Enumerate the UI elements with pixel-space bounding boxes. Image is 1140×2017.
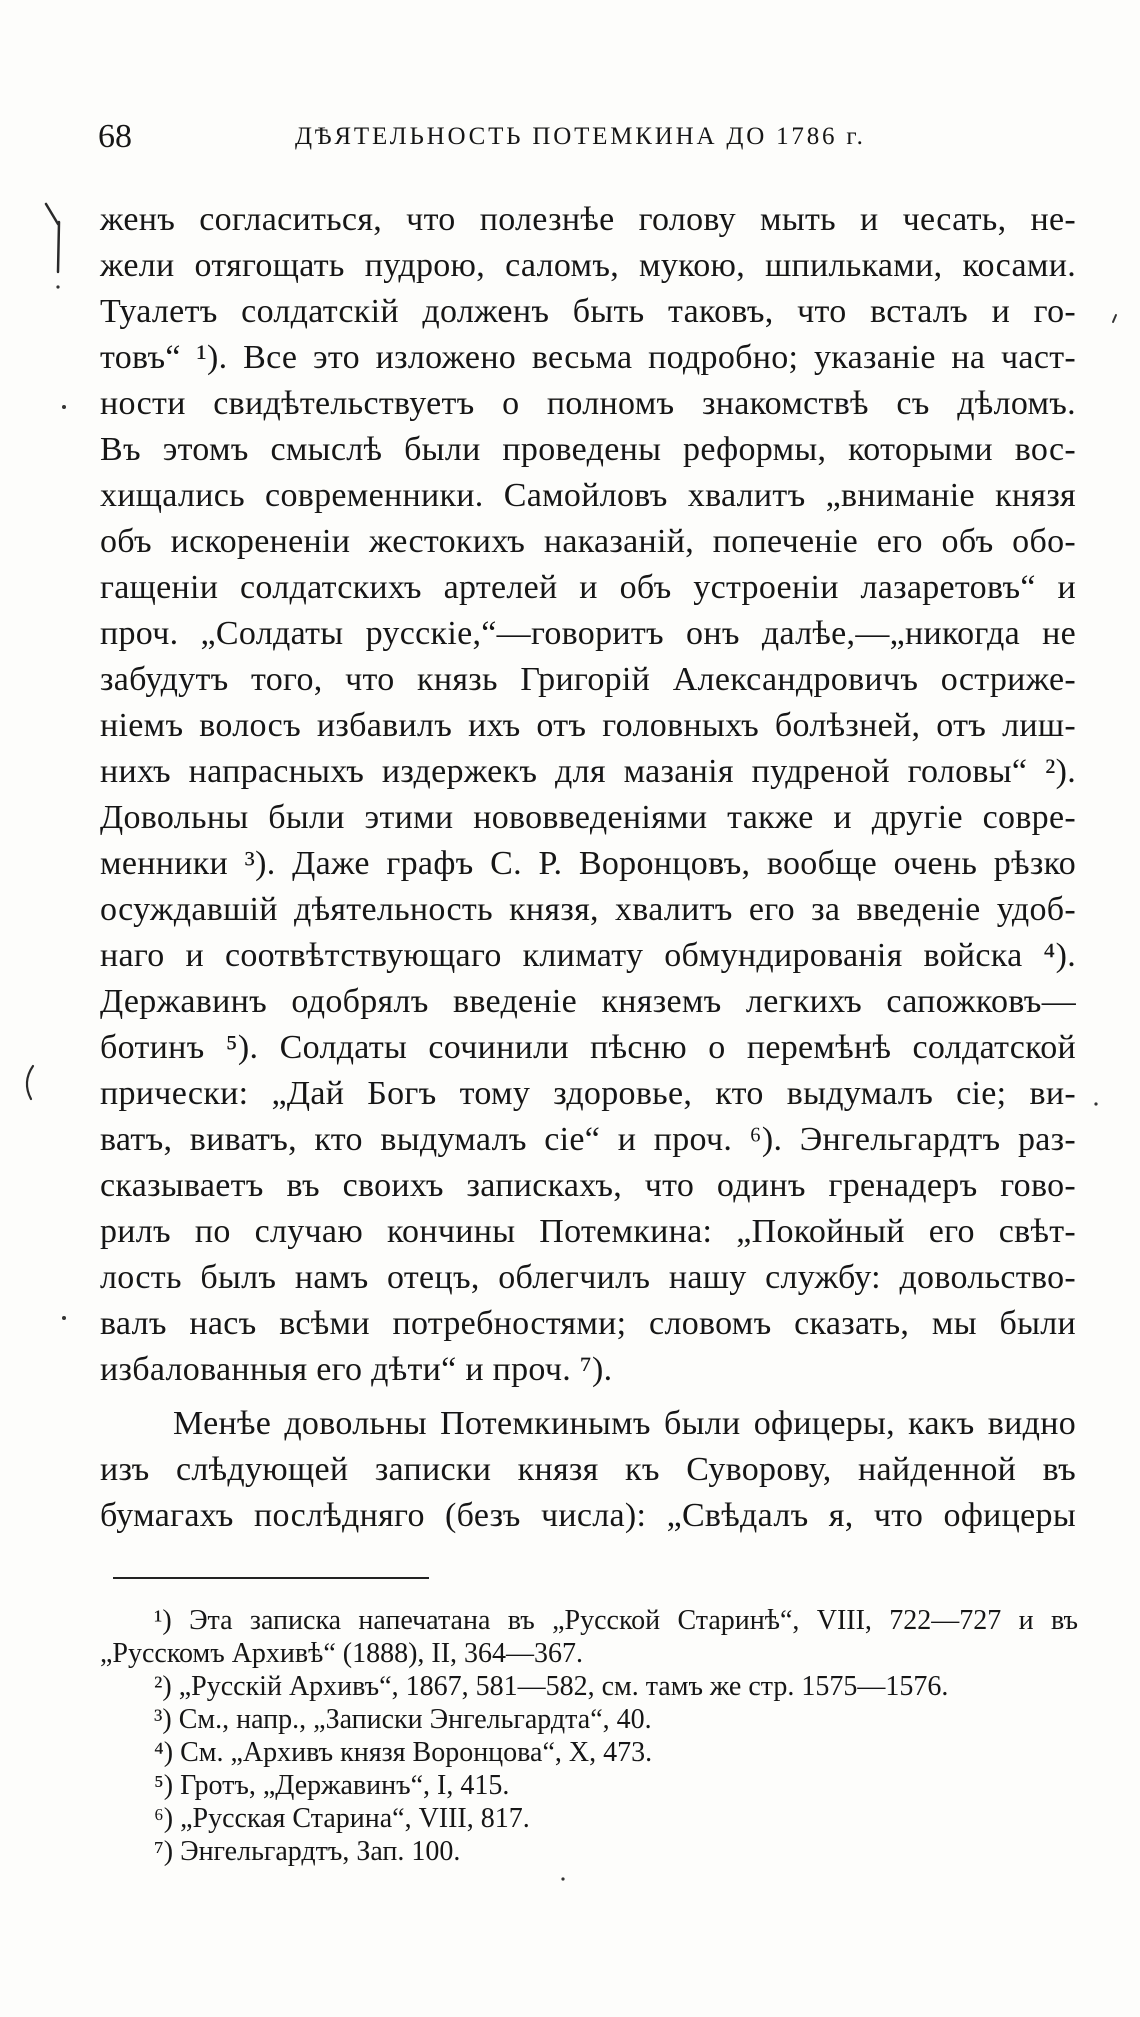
paragraph xyxy=(100,1401,1076,1539)
body-text-line: лость былъ намъ отецъ, облегчилъ нашу службу: довольство- xyxy=(100,1259,1076,1296)
body-text-line: ватъ, виватъ, кто выдумалъ сіе“ и проч. ⁶). Энгельгардтъ раз- xyxy=(100,1121,1076,1158)
body-text-line: хищались современники. Самойловъ хвалитъ „вниманіе князя xyxy=(100,477,1076,514)
body-text-line: проч. „Солдаты русскіе,“—говоритъ онъ далѣе,—„никогда не xyxy=(100,615,1076,652)
footnote-line: ⁴) См. „Архивъ князя Воронцова“, X, 473. xyxy=(154,1737,653,1768)
body-text-line: изъ слѣдующей записки князя къ Суворову, найденной въ xyxy=(100,1451,1076,1488)
footnote-line: ⁵) Гротъ, „Державинъ“, I, 415. xyxy=(154,1770,510,1801)
body-text-line: Въ этомъ смыслѣ были проведены реформы, которыми вос- xyxy=(100,431,1076,468)
body-text-line: прически: „Дай Богъ тому здоровье, кто выдумалъ сіе; ви- xyxy=(100,1075,1076,1112)
body-text-line: объ искорененіи жестокихъ наказаній, попеченіе его объ обо- xyxy=(100,523,1076,560)
body-text-line: ности свидѣтельствуетъ о полномъ знакомствѣ съ дѣломъ. xyxy=(100,385,1076,422)
footnote xyxy=(100,1736,1078,1769)
body-text-line: Державинъ одобрялъ введеніе княземъ легкихъ сапожковъ— xyxy=(100,983,1076,1020)
scan-speck xyxy=(1094,1102,1097,1105)
footnote xyxy=(100,1604,1078,1670)
scan-speck xyxy=(56,285,59,288)
running-title: ДѢЯТЕЛЬНОСТЬ ПОТЕМКИНА ДО 1786 г. xyxy=(295,123,866,150)
paragraph xyxy=(100,197,1076,1393)
margin-pencil-mark xyxy=(58,222,59,272)
scan-speck xyxy=(1113,315,1116,322)
scan-speck xyxy=(62,405,66,409)
body-text-line: Довольны были этими нововведеніями также и другіе совре- xyxy=(100,799,1076,836)
body-text-line: гащеніи солдатскихъ артелей и объ устроеніи лазаретовъ“ и xyxy=(100,569,1076,606)
body-text-line: осуждавшій дѣятельность князя, хвалитъ его за введеніе удоб- xyxy=(100,891,1076,928)
body-text-line: жели отягощать пудрою, саломъ, мукою, шпильками, косами. xyxy=(100,247,1076,284)
footnote xyxy=(100,1769,1078,1802)
body-text-line: избалованныя его дѣти“ и проч. ⁷). xyxy=(100,1351,613,1388)
footnotes xyxy=(100,1604,1078,1868)
footnote-line: ⁷) Энгельгардтъ, Зап. 100. xyxy=(154,1836,461,1867)
footnote xyxy=(100,1802,1078,1835)
footnote-line: ⁶) „Русская Старина“, VIII, 817. xyxy=(154,1803,530,1834)
scan-speck xyxy=(62,1316,66,1320)
body-text-line: товъ“ ¹). Все это изложено весьма подробно; указаніе на част- xyxy=(100,339,1076,376)
footnote xyxy=(100,1835,1078,1868)
margin-pencil-mark xyxy=(27,1066,33,1099)
footnote xyxy=(100,1670,1078,1703)
footnote-line: „Русскомъ Архивѣ“ (1888), II, 364—367. xyxy=(100,1638,584,1669)
body-text-line: менники ³). Даже графъ С. Р. Воронцовъ, вообще очень рѣзко xyxy=(100,845,1076,882)
body-text-line: Туалетъ солдатскій долженъ быть таковъ, что всталъ и го- xyxy=(100,293,1076,330)
body-text-line: валъ насъ всѣми потребностями; словомъ сказать, мы были xyxy=(100,1305,1076,1342)
footnote xyxy=(100,1703,1078,1736)
body-text-line: рилъ по случаю кончины Потемкина: „Покойный его свѣт- xyxy=(100,1213,1076,1250)
body-text-line: ніемъ волосъ избавилъ ихъ отъ головныхъ болѣзней, отъ лиш- xyxy=(100,707,1076,744)
footnote-line: ²) „Русскій Архивъ“, 1867, 581—582, см. тамъ же стр. 1575—1576. xyxy=(154,1671,949,1702)
body-text-line: женъ согласиться, что полезнѣе голову мыть и чесать, не- xyxy=(100,201,1076,238)
body-text-line: Менѣе довольны Потемкинымъ были офицеры, какъ видно xyxy=(173,1405,1076,1442)
body-text-line: бумагахъ послѣдняго (безъ числа): „Свѣдалъ я, что офицеры xyxy=(100,1497,1076,1534)
body-text xyxy=(100,197,1076,1539)
scan-speck xyxy=(561,1877,564,1880)
body-text-line: ботинъ ⁵). Солдаты сочинили пѣсню о перемѣнѣ солдатской xyxy=(100,1029,1076,1066)
body-text-line: наго и соотвѣтствующаго климату обмундированія войска ⁴). xyxy=(100,937,1076,974)
body-text-line: нихъ напрасныхъ издержекъ для мазанія пудреной головы“ ²). xyxy=(100,753,1076,790)
footnote-rule xyxy=(113,1577,429,1579)
page-number: 68 xyxy=(98,118,132,155)
body-text-line: сказываетъ въ своихъ запискахъ, что одинъ гренадеръ гово- xyxy=(100,1167,1076,1204)
margin-pencil-mark xyxy=(46,204,58,224)
body-text-line: забудутъ того, что князь Григорій Александровичъ остриже- xyxy=(100,661,1076,698)
footnote-line: ¹) Эта записка напечатана въ „Русской Старинѣ“, VIII, 722—727 и въ xyxy=(154,1605,1078,1636)
footnote-line: ³) См., напр., „Записки Энгельгардта“, 40. xyxy=(154,1704,652,1735)
